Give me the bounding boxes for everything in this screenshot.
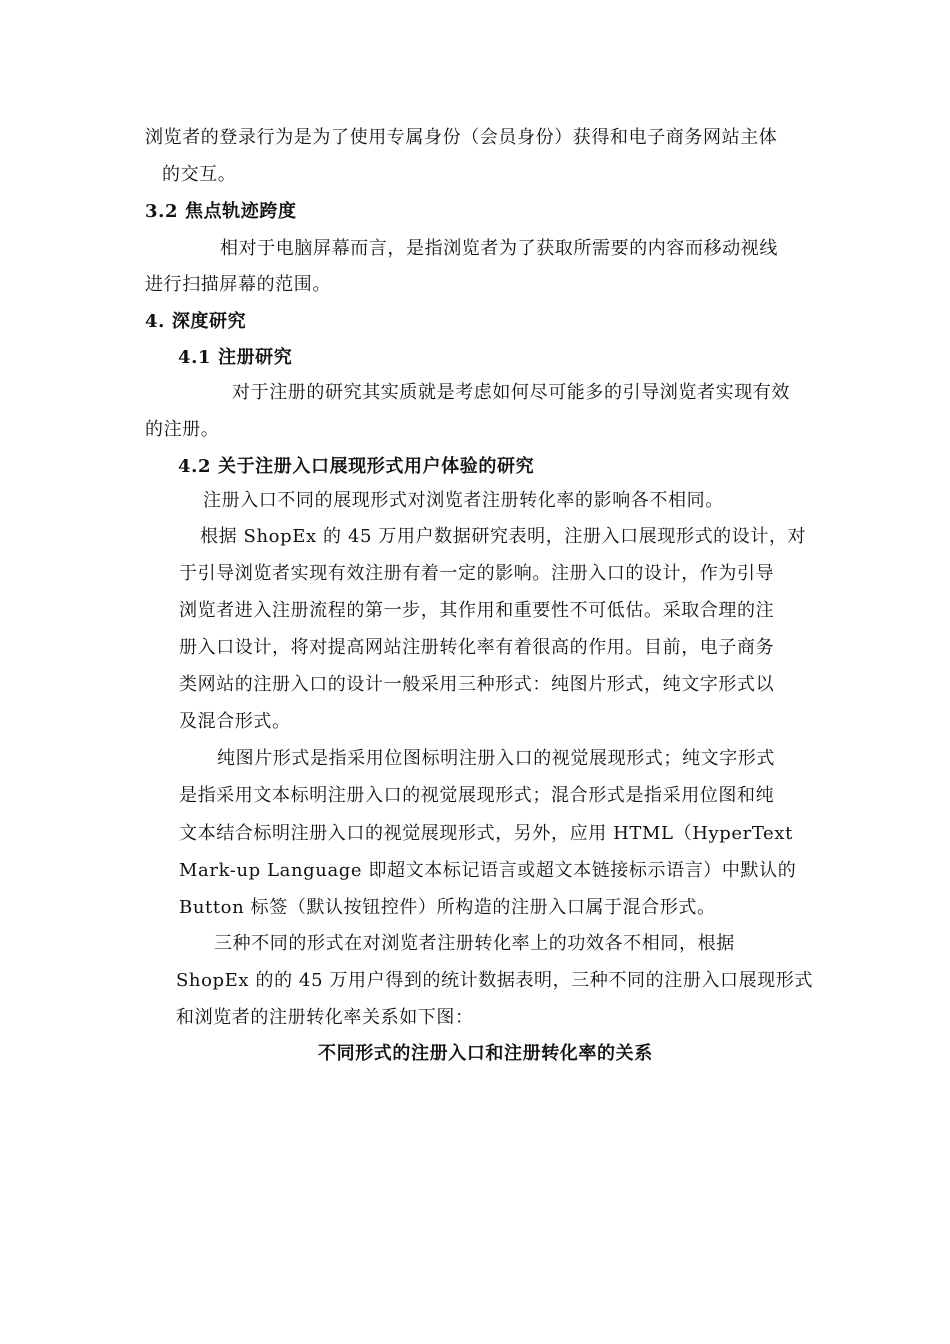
paragraph-line: 浏览者进入注册流程的第一步，其作用和重要性不可低估。采取合理的注 — [179, 600, 775, 621]
paragraph-line: 的交互。 — [162, 164, 237, 185]
paragraph-line: ShopEx 的的 45 万用户得到的统计数据表明，三种不同的注册入口展现形式 — [176, 970, 814, 991]
paragraph-line: 注册入口不同的展现形式对浏览者注册转化率的影响各不相同。 — [203, 490, 724, 511]
paragraph-line: 相对于电脑屏幕而言，是指浏览者为了获取所需要的内容而移动视线 — [220, 238, 778, 259]
subsection-heading: 4.1 注册研究 — [178, 347, 293, 368]
figure-caption: 不同形式的注册入口和注册转化率的关系 — [318, 1043, 653, 1064]
section-heading: 4. 深度研究 — [145, 311, 247, 332]
paragraph-line: 对于注册的研究其实质就是考虑如何尽可能多的引导浏览者实现有效 — [232, 382, 790, 403]
paragraph-line: 和浏览者的注册转化率关系如下图： — [176, 1007, 474, 1028]
paragraph-line: Mark-up Language 即超文本标记语言或超文本链接标示语言）中默认的 — [179, 860, 797, 881]
section-heading: 3.2 焦点轨迹跨度 — [145, 201, 297, 222]
paragraph-line: 纯图片形式是指采用位图标明注册入口的视觉展现形式；纯文字形式 — [217, 748, 775, 769]
paragraph-line: 三种不同的形式在对浏览者注册转化率上的功效各不相同，根据 — [214, 933, 735, 954]
subsection-heading: 4.2 关于注册入口展现形式用户体验的研究 — [178, 456, 535, 477]
paragraph-line: 是指采用文本标明注册入口的视觉展现形式；混合形式是指采用位图和纯 — [179, 785, 775, 806]
paragraph-line: 于引导浏览者实现有效注册有着一定的影响。注册入口的设计，作为引导 — [179, 563, 775, 584]
paragraph-line: 册入口设计，将对提高网站注册转化率有着很高的作用。目前，电子商务 — [179, 637, 775, 658]
paragraph-line: 根据 ShopEx 的 45 万用户数据研究表明，注册入口展现形式的设计，对 — [200, 526, 807, 547]
paragraph-line: 及混合形式。 — [179, 711, 291, 732]
paragraph-line: 类网站的注册入口的设计一般采用三种形式：纯图片形式，纯文字形式以 — [179, 674, 775, 695]
paragraph-line: 浏览者的登录行为是为了使用专属身份（会员身份）获得和电子商务网站主体 — [145, 127, 778, 148]
paragraph-line: 进行扫描屏幕的范围。 — [145, 274, 331, 295]
paragraph-line: 文本结合标明注册入口的视觉展现形式，另外，应用 HTML（HyperText — [179, 823, 793, 844]
paragraph-line: Button 标签（默认按钮控件）所构造的注册入口属于混合形式。 — [179, 897, 716, 918]
paragraph-line: 的注册。 — [145, 419, 220, 440]
